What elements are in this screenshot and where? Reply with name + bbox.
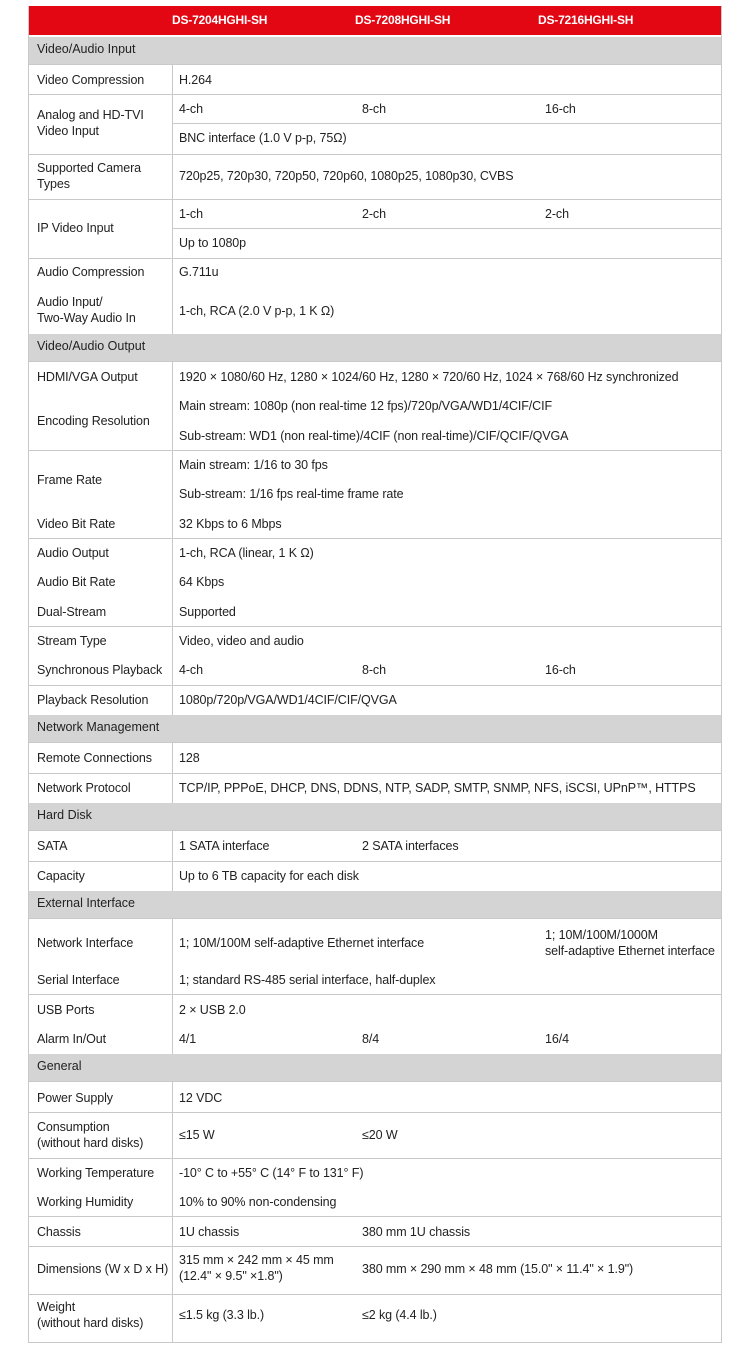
label-dual-stream: Dual-Stream xyxy=(37,605,107,619)
section-title: General xyxy=(37,1059,82,1073)
column-divider xyxy=(172,830,173,891)
label-sata: SATA xyxy=(37,839,68,853)
label-working-temp: Working Temperature xyxy=(37,1166,155,1180)
value-alarm-3: 16/4 xyxy=(545,1032,569,1046)
section-video-audio-input xyxy=(29,37,721,64)
section-title: Network Management xyxy=(37,720,160,734)
row-divider xyxy=(29,361,721,362)
value-ip-3: 2-ch xyxy=(545,207,569,221)
row-divider xyxy=(29,154,721,155)
value-sata-1: 1 SATA interface xyxy=(179,839,270,853)
value-capacity: Up to 6 TB capacity for each disk xyxy=(179,869,359,883)
value-ip-1: 1-ch xyxy=(179,207,203,221)
label-weight: Weight (without hard disks) xyxy=(37,1300,144,1330)
row-divider xyxy=(29,1112,721,1113)
row-divider xyxy=(29,1294,721,1295)
value-sync-4: 4-ch xyxy=(179,663,203,677)
value-dim-2: 380 mm × 290 mm × 48 mm (15.0" × 11.4" × 1.9") xyxy=(362,1262,634,1276)
label-camera-types: Supported Camera Types xyxy=(37,161,142,191)
row-divider xyxy=(29,1158,721,1159)
value-audio-input: 1-ch, RCA (2.0 V p-p, 1 K Ω) xyxy=(179,304,335,318)
label-audio-bit-rate: Audio Bit Rate xyxy=(37,575,116,589)
value-consumption-2: ≤20 W xyxy=(362,1128,398,1142)
value-fr-main: Main stream: 1/16 to 30 fps xyxy=(179,458,328,472)
label-chassis: Chassis xyxy=(37,1225,81,1239)
value-audio-bit-rate: 64 Kbps xyxy=(179,575,225,589)
value-serial-interface: 1; standard RS-485 serial interface, half-duplex xyxy=(179,973,436,987)
value-weight-1: ≤1.5 kg (3.3 lb.) xyxy=(179,1308,265,1322)
label-usb-ports: USB Ports xyxy=(37,1003,95,1017)
label-ip-input: IP Video Input xyxy=(37,221,114,235)
label-frame-rate: Frame Rate xyxy=(37,473,102,487)
value-fr-sub: Sub-stream: 1/16 fps real-time frame rate xyxy=(179,487,404,501)
label-capacity: Capacity xyxy=(37,869,85,883)
label-analog-input: Analog and HD-TVI Video Input xyxy=(37,108,144,138)
value-chassis-1: 1U chassis xyxy=(179,1225,240,1239)
column-divider xyxy=(172,742,173,803)
value-audio-compression: G.711u xyxy=(179,265,219,279)
label-audio-output: Audio Output xyxy=(37,546,109,560)
label-network-interface: Network Interface xyxy=(37,936,134,950)
label-consumption: Consumption (without hard disks) xyxy=(37,1120,144,1150)
label-working-humidity: Working Humidity xyxy=(37,1195,134,1209)
value-ip-2: 2-ch xyxy=(362,207,386,221)
value-dim-1: 315 mm × 242 mm × 45 mm (12.4" × 9.5" ×1.8") xyxy=(179,1253,334,1283)
label-serial-interface: Serial Interface xyxy=(37,973,120,987)
value-alarm-1: 4/1 xyxy=(179,1032,197,1046)
label-encoding-resolution: Encoding Resolution xyxy=(37,414,150,428)
value-working-temp: -10° C to +55° C (14° F to 131° F) xyxy=(179,1166,364,1180)
value-playback-resolution: 1080p/720p/VGA/WD1/4CIF/CIF/QVGA xyxy=(179,693,397,707)
label-audio-compression: Audio Compression xyxy=(37,265,145,279)
value-analog-16: 16-ch xyxy=(545,102,576,116)
cell-divider xyxy=(172,228,721,229)
value-video-compression: H.264 xyxy=(179,73,212,87)
value-sata-2: 2 SATA interfaces xyxy=(362,839,459,853)
section-network-management xyxy=(29,715,721,742)
row-divider xyxy=(29,64,721,65)
value-chassis-2: 380 mm 1U chassis xyxy=(362,1225,471,1239)
label-sync-playback: Synchronous Playback xyxy=(37,663,163,677)
value-ip-res: Up to 1080p xyxy=(179,236,247,250)
label-dimensions: Dimensions (W x D x H) xyxy=(37,1262,169,1276)
row-divider xyxy=(29,450,721,451)
row-divider xyxy=(29,1216,721,1217)
label-hdmi-vga: HDMI/VGA Output xyxy=(37,370,138,384)
label-stream-type: Stream Type xyxy=(37,634,107,648)
table-header xyxy=(29,6,721,35)
section-title: Video/Audio Input xyxy=(37,42,136,56)
value-bnc: BNC interface (1.0 V p-p, 75Ω) xyxy=(179,131,347,145)
label-playback-resolution: Playback Resolution xyxy=(37,693,149,707)
column-divider xyxy=(172,64,173,334)
section-general xyxy=(29,1054,721,1081)
section-title: Video/Audio Output xyxy=(37,339,146,353)
label-audio-input: Audio Input/ Two-Way Audio In xyxy=(37,295,136,325)
value-working-humidity: 10% to 90% non-condensing xyxy=(179,1195,337,1209)
section-external-interface xyxy=(29,891,721,918)
model-2-heading: DS-7208HGHI-SH xyxy=(355,13,451,27)
value-enc-main: Main stream: 1080p (non real-time 12 fps)/720p/VGA/WD1/4CIF/CIF xyxy=(179,399,553,413)
row-divider xyxy=(29,773,721,774)
value-usb-ports: 2 × USB 2.0 xyxy=(179,1003,246,1017)
spec-table xyxy=(28,6,722,1343)
label-video-bit-rate: Video Bit Rate xyxy=(37,517,116,531)
section-video-audio-output xyxy=(29,334,721,361)
section-title: External Interface xyxy=(37,896,135,910)
value-alarm-2: 8/4 xyxy=(362,1032,380,1046)
row-divider xyxy=(29,626,721,627)
value-weight-2: ≤2 kg (4.4 lb.) xyxy=(362,1308,437,1322)
value-sync-16: 16-ch xyxy=(545,663,576,677)
value-net-iface-3: 1; 10M/100M/1000M self-adaptive Ethernet interface xyxy=(545,928,715,958)
row-divider xyxy=(29,994,721,995)
column-divider xyxy=(172,361,173,715)
label-remote-connections: Remote Connections xyxy=(37,751,152,765)
row-divider xyxy=(29,94,721,95)
value-analog-4: 4-ch xyxy=(179,102,203,116)
value-consumption-1: ≤15 W xyxy=(179,1128,215,1142)
value-enc-sub: Sub-stream: WD1 (non real-time)/4CIF (non real-time)/CIF/QCIF/QVGA xyxy=(179,429,569,443)
row-divider xyxy=(29,685,721,686)
value-stream-type: Video, video and audio xyxy=(179,634,304,648)
value-network-protocol: TCP/IP, PPPoE, DHCP, DNS, DDNS, NTP, SADP, SMTP, SNMP, NFS, iSCSI, UPnP™, HTTPS xyxy=(179,781,696,795)
value-net-iface-1: 1; 10M/100M self-adaptive Ethernet interface xyxy=(179,936,425,950)
row-divider xyxy=(29,830,721,831)
cell-divider xyxy=(172,123,721,124)
row-divider xyxy=(29,1081,721,1082)
value-power-supply: 12 VDC xyxy=(179,1091,223,1105)
row-divider xyxy=(29,258,721,259)
value-sync-8: 8-ch xyxy=(362,663,386,677)
label-network-protocol: Network Protocol xyxy=(37,781,131,795)
row-divider xyxy=(29,199,721,200)
value-audio-output: 1-ch, RCA (linear, 1 K Ω) xyxy=(179,546,314,560)
column-divider xyxy=(172,1081,173,1342)
row-divider xyxy=(29,742,721,743)
row-divider xyxy=(29,918,721,919)
value-camera-types: 720p25, 720p30, 720p50, 720p60, 1080p25, 1080p30, CVBS xyxy=(179,169,514,183)
section-title: Hard Disk xyxy=(37,808,92,822)
row-divider xyxy=(29,1246,721,1247)
value-analog-8: 8-ch xyxy=(362,102,386,116)
value-dual-stream: Supported xyxy=(179,605,236,619)
label-alarm: Alarm In/Out xyxy=(37,1032,106,1046)
section-hard-disk xyxy=(29,803,721,830)
row-divider xyxy=(29,861,721,862)
value-hdmi-vga: 1920 × 1080/60 Hz, 1280 × 1024/60 Hz, 1280 × 720/60 Hz, 1024 × 768/60 Hz synchronized xyxy=(179,370,679,384)
label-power-supply: Power Supply xyxy=(37,1091,113,1105)
row-divider xyxy=(29,538,721,539)
model-1-heading: DS-7204HGHI-SH xyxy=(172,13,268,27)
model-3-heading: DS-7216HGHI-SH xyxy=(538,13,634,27)
column-divider xyxy=(172,918,173,1054)
value-video-bit-rate: 32 Kbps to 6 Mbps xyxy=(179,517,282,531)
value-remote-connections: 128 xyxy=(179,751,200,765)
label-video-compression: Video Compression xyxy=(37,73,145,87)
